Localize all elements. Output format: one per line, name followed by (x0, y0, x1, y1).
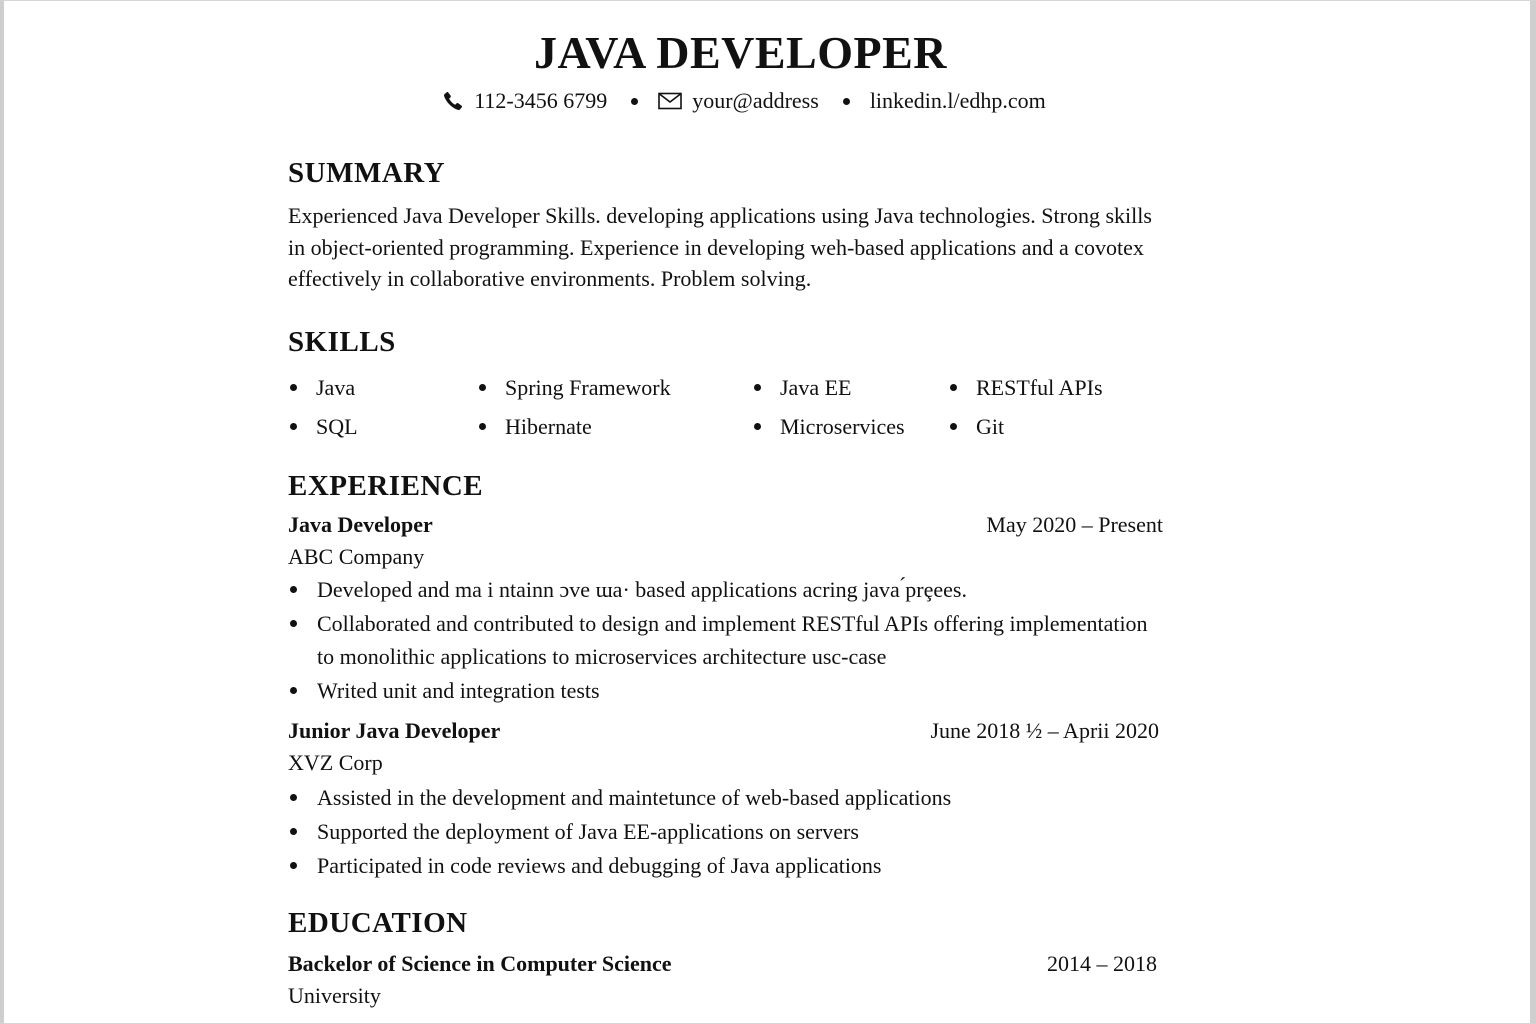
school-name: University (288, 982, 381, 1008)
envelope-icon (658, 92, 682, 110)
skill-item: Hibernate (477, 410, 752, 443)
contact-row (0, 88, 1488, 114)
phone-icon (442, 90, 464, 112)
email-address: your@address (692, 88, 819, 113)
job-bullets (288, 573, 1163, 707)
job-entry (288, 715, 1163, 882)
bullet-dot (290, 794, 297, 801)
skill-item: RESTful APIs (948, 371, 1148, 404)
job-header (288, 715, 1163, 747)
contact-separator (843, 98, 850, 105)
job-title: Java Developer (288, 511, 433, 537)
resume-title: JAVA DEVELOPER (533, 27, 948, 78)
bullet-dot (479, 384, 486, 391)
skill-item: Java EE (752, 371, 948, 404)
experience-heading: EXPERIENCE (288, 469, 484, 502)
job-dates: May 2020 – Present (986, 511, 1163, 537)
job-entry (288, 509, 1163, 707)
list-item: Developed and ma i ntainn ɔve ɯa· based applications acring java ́prȩees. (288, 573, 1163, 606)
phone-number: 112-3456 6799 (474, 88, 608, 113)
bullet-dot (479, 423, 486, 430)
skill-item: Java (288, 371, 477, 404)
education-dates: 2014 – 2018 (1047, 950, 1157, 976)
bullet-dot (290, 828, 297, 835)
bullet-dot (754, 423, 761, 430)
bullet-dot (290, 384, 297, 391)
education-header (288, 948, 1163, 980)
job-company: XVZ Corp (288, 749, 383, 775)
skill-item: Git (948, 410, 1148, 443)
skill-item: Microservices (752, 410, 948, 443)
bullet-dot (290, 423, 297, 430)
skills-heading: SKILLS (288, 325, 396, 358)
skill-item: SQL (288, 410, 477, 443)
job-bullets (288, 781, 1163, 882)
job-dates: June 2018 ½ – Aprii 2020 (930, 717, 1159, 743)
contact-linkedin (870, 88, 1046, 114)
linkedin-url: linkedin.l/edhp.com (869, 88, 1046, 113)
list-item: Supported the deployment of Java EE-applications on servers (288, 815, 1163, 848)
contact-email (658, 88, 819, 114)
resume-body (288, 156, 1163, 1012)
skills-grid (288, 371, 1163, 443)
bullet-dot (754, 384, 761, 391)
bullet-dot (290, 620, 297, 627)
summary-heading: SUMMARY (288, 157, 446, 189)
contact-separator (631, 98, 638, 105)
bullet-dot (290, 862, 297, 869)
job-header (288, 509, 1163, 541)
skill-item: Spring Framework (477, 371, 752, 404)
job-company: ABC Company (288, 543, 425, 569)
degree-title: Backelor of Science in Computer Science (288, 950, 672, 976)
bullet-dot (290, 586, 297, 593)
bullet-dot (950, 423, 957, 430)
list-item: Writed unit and integration tests (288, 674, 1163, 707)
bullet-dot (290, 687, 297, 694)
contact-phone (442, 88, 607, 114)
list-item: Collaborated and contributed to design and implement RESTful APIs offering implementation to monolithic applications to microservices architecture usc-case (288, 607, 1163, 673)
education-entry (288, 948, 1163, 1012)
list-item: Participated in code reviews and debugging of Java applications (288, 849, 1163, 882)
education-heading: EDUCATION (288, 906, 468, 939)
bullet-dot (950, 384, 957, 391)
list-item: Assisted in the development and maintetunce of web-based applications (288, 781, 1163, 814)
summary-text: Experienced Java Developer Skills. developing applications using Java technologies. Strong skills in object-oriented programming. Experience in developing weh-based applications and a covotex effectively in collaborative environments. Problem solving. (288, 203, 1152, 291)
job-title: Junior Java Developer (288, 717, 501, 743)
